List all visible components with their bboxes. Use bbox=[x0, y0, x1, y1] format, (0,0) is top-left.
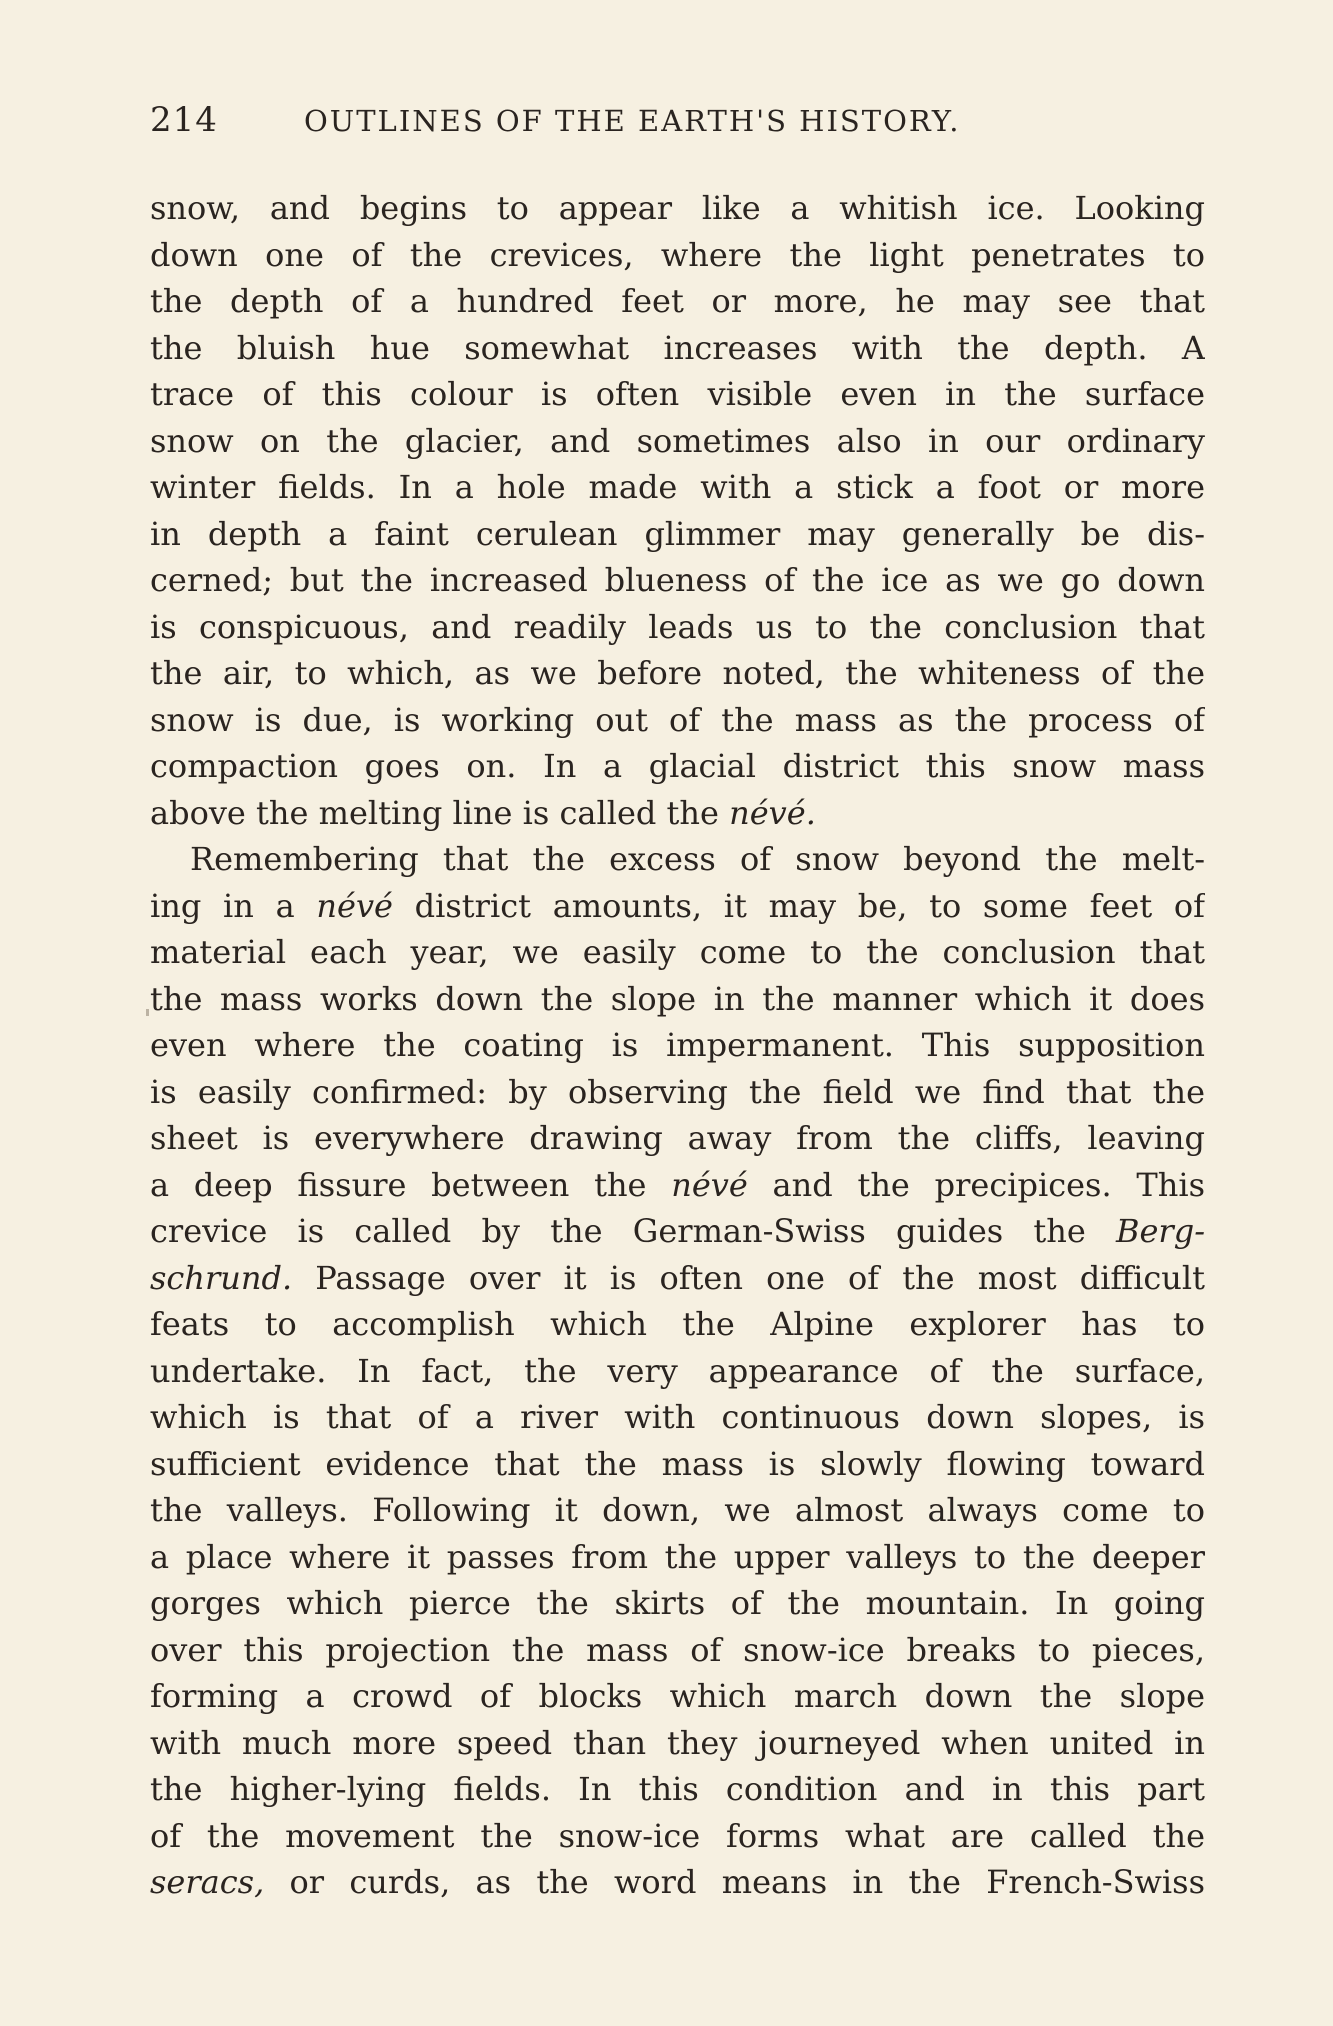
text-segment: Passage over it is often one of the most difficult bbox=[292, 1258, 1205, 1297]
text-line bbox=[150, 185, 1205, 232]
text-segment: the valleys. Following it down, we almost always come to bbox=[150, 1491, 1205, 1529]
text-line bbox=[150, 278, 1205, 325]
text-line bbox=[150, 836, 1205, 883]
text-line bbox=[150, 883, 1205, 930]
text-line bbox=[150, 1069, 1205, 1116]
text-segment: the depth of a hundred feet or more, he may see that bbox=[150, 282, 1205, 320]
text-line bbox=[150, 1208, 1205, 1255]
text-line bbox=[150, 1627, 1205, 1674]
page-header bbox=[150, 100, 1210, 150]
text-segment: ing in a bbox=[150, 886, 317, 925]
text-segment: a deep fissure between the bbox=[150, 1165, 672, 1204]
text-line bbox=[150, 650, 1205, 697]
text-segment: snow, and begins to appear like a whitish ice. Looking bbox=[150, 189, 1205, 227]
text-line bbox=[150, 1162, 1205, 1209]
text-line bbox=[150, 1813, 1205, 1860]
text-line bbox=[150, 1673, 1205, 1720]
text-line bbox=[150, 1115, 1205, 1162]
text-segment: of the movement the snow-ice forms what are called the bbox=[150, 1816, 1205, 1855]
text-line bbox=[150, 1859, 1205, 1906]
text-segment: above the melting line is called the bbox=[150, 793, 730, 832]
text-segment: a place where it passes from the upper valleys to the deeper bbox=[150, 1537, 1205, 1576]
text-line bbox=[150, 1766, 1205, 1813]
text-line bbox=[150, 557, 1205, 604]
text-segment: is easily confirmed: by observing the field we find that the bbox=[150, 1072, 1205, 1111]
text-line bbox=[150, 1022, 1205, 1069]
text-line bbox=[150, 604, 1205, 651]
text-segment: the bluish hue somewhat increases with the depth. A bbox=[150, 328, 1205, 367]
text-line bbox=[150, 325, 1205, 372]
text-segment: material each year, we easily come to the conclusion that bbox=[150, 933, 1205, 971]
text-line bbox=[150, 1487, 1205, 1534]
text-line bbox=[150, 232, 1205, 279]
text-line bbox=[150, 697, 1205, 744]
text-line bbox=[150, 511, 1205, 558]
text-segment: the air, to which, as we before noted, the whiteness of the bbox=[150, 654, 1205, 692]
text-segment: which is that of a river with continuous down slopes, is bbox=[150, 1398, 1205, 1436]
italic-text: seracs, bbox=[150, 1863, 265, 1901]
text-line bbox=[150, 464, 1205, 511]
text-line bbox=[150, 1580, 1205, 1627]
text-line bbox=[150, 1441, 1205, 1488]
text-line bbox=[150, 1255, 1205, 1302]
text-segment: crevice is called by the German-Swiss guides the bbox=[150, 1212, 1116, 1250]
text-line bbox=[150, 371, 1205, 418]
text-segment: compaction goes on. In a glacial district this snow mass bbox=[150, 747, 1205, 785]
text-segment: snow is due, is working out of the mass as the process of bbox=[150, 700, 1205, 739]
running-head: OUTLINES OF THE EARTH'S HISTORY. bbox=[304, 104, 961, 138]
italic-text: névé bbox=[671, 1165, 748, 1204]
text-segment: district amounts, it may be, to some feet of bbox=[392, 886, 1205, 925]
print-speck bbox=[146, 1009, 149, 1016]
text-segment: cerned; but the increased blueness of the ice as we go down bbox=[150, 561, 1205, 599]
text-segment: and the precipices. This bbox=[747, 1165, 1205, 1204]
text-segment: feats to accomplish which the Alpine explorer has to bbox=[150, 1305, 1205, 1343]
text-line bbox=[150, 929, 1205, 976]
text-segment: forming a crowd of blocks which march down the slope bbox=[150, 1677, 1205, 1715]
text-segment: or curds, as the word means in the French-Swiss bbox=[264, 1863, 1205, 1901]
text-line bbox=[150, 1394, 1205, 1441]
text-segment: Remembering that the excess of snow beyond the melt- bbox=[190, 840, 1205, 878]
text-segment: over this projection the mass of snow-ice breaks to pieces, bbox=[150, 1630, 1205, 1669]
text-segment: is conspicuous, and readily leads us to the conclusion that bbox=[150, 607, 1205, 646]
text-segment: in depth a faint cerulean glimmer may generally be dis- bbox=[150, 514, 1205, 553]
text-line bbox=[150, 790, 1205, 837]
text-segment: with much more speed than they journeyed when united in bbox=[150, 1723, 1205, 1762]
text-segment: sheet is everywhere drawing away from the cliffs, leaving bbox=[150, 1119, 1205, 1157]
text-segment: snow on the glacier, and sometimes also in our ordinary bbox=[150, 421, 1205, 460]
italic-text: Berg- bbox=[1115, 1212, 1205, 1250]
text-line bbox=[150, 976, 1205, 1023]
text-line bbox=[150, 1720, 1205, 1767]
page-number: 214 bbox=[150, 100, 218, 140]
text-segment: down one of the crevices, where the light penetrates to bbox=[150, 235, 1205, 274]
text-line bbox=[150, 418, 1205, 465]
italic-text: névé. bbox=[729, 793, 816, 832]
italic-text: schrund. bbox=[150, 1258, 293, 1297]
text-line bbox=[150, 1534, 1205, 1581]
text-segment: undertake. In fact, the very appearance of the surface, bbox=[150, 1351, 1205, 1390]
text-segment: the mass works down the slope in the manner which it does bbox=[150, 979, 1205, 1018]
text-line bbox=[150, 743, 1205, 790]
text-segment: sufficient evidence that the mass is slowly flowing toward bbox=[150, 1444, 1205, 1483]
text-segment: winter fields. In a hole made with a stick a foot or more bbox=[150, 468, 1205, 506]
text-segment: the higher-lying fields. In this condition and in this part bbox=[150, 1770, 1205, 1808]
text-segment: trace of this colour is often visible even in the surface bbox=[150, 375, 1205, 413]
italic-text: névé bbox=[316, 886, 393, 925]
text-segment: gorges which pierce the skirts of the mountain. In going bbox=[150, 1584, 1205, 1622]
body-text bbox=[150, 185, 1205, 1906]
text-segment: even where the coating is impermanent. This supposition bbox=[150, 1026, 1205, 1064]
text-line bbox=[150, 1301, 1205, 1348]
text-line bbox=[150, 1348, 1205, 1395]
